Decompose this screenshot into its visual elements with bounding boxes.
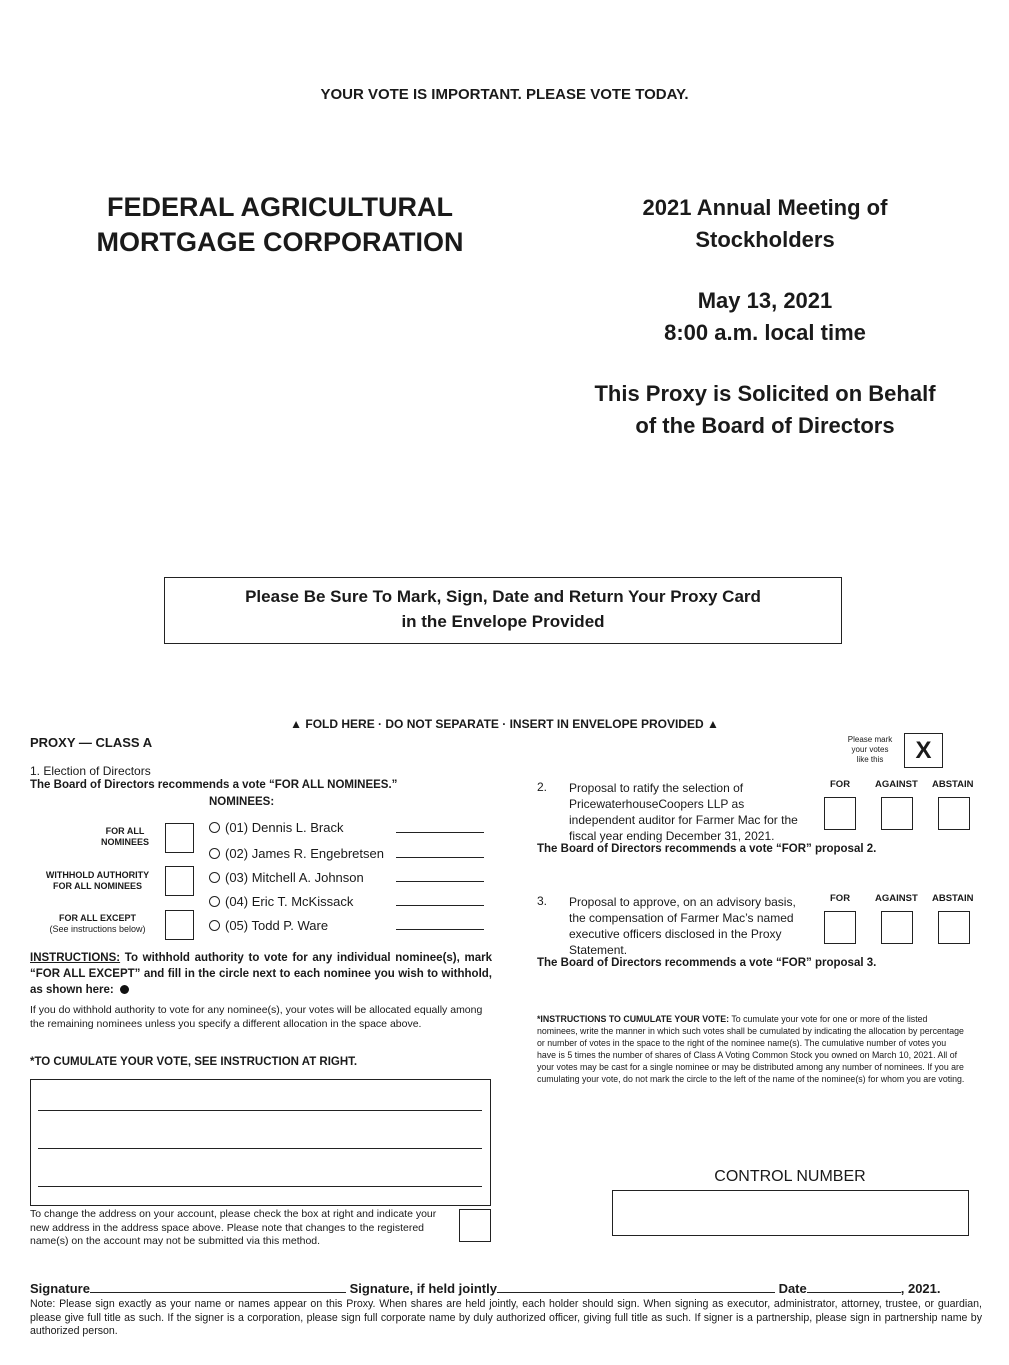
election-recommend: The Board of Directors recommends a vote “FOR ALL NOMINEES.” (30, 779, 398, 791)
for-all-label (85, 826, 165, 848)
for-all-label-line1: FOR ALL (105, 826, 145, 836)
p3-for-checkbox[interactable] (824, 911, 856, 944)
p2-abstain-header: ABSTAIN (932, 779, 974, 790)
nominee-circle-icon[interactable] (209, 920, 220, 931)
proposal-2-line4: fiscal year ending December 31, 2021. (569, 829, 775, 843)
for-all-label-line2: NOMINEES (100, 837, 149, 847)
fold-arrow-up-icon-right: ▲ (706, 717, 719, 731)
allocation-text: If you do withhold authority to vote for any nominee(s), your votes will be allocated equally among the remaining nominees unless you specify a different allocation in the space above. (30, 1004, 483, 1030)
proposal-3-number: 3. (537, 894, 548, 908)
signature-note: Note: Please sign exactly as your name or names appear on this Proxy. When shares are held jointly, each holder should sign. When signing as executor, administrator, attorney, trustee, or guardian, please give full title as such. If the signer is a corporation, please sign full corporate name by duly authorized officer, giving full title as such. If signer is a partnership, please sign in partnership name by authorized person. (30, 1298, 982, 1337)
nominee-name: (05) Todd P. Ware (225, 918, 329, 933)
proposal-3-line3: executive officers disclosed in the Proxy (569, 927, 782, 941)
fold-text: FOLD HERE · DO NOT SEPARATE · INSERT IN ENVELOPE PROVIDED (305, 717, 704, 731)
nominee-04[interactable] (209, 894, 353, 909)
cumulate-note: *TO CUMULATE YOUR VOTE, SEE INSTRUCTION AT RIGHT. (30, 1056, 358, 1068)
control-number-label: CONTROL NUMBER (714, 1168, 866, 1185)
p2-against-checkbox[interactable] (881, 797, 913, 830)
address-line-3[interactable] (38, 1186, 482, 1187)
company-name (60, 190, 500, 260)
fold-instruction (0, 717, 1009, 731)
p2-abstain-checkbox[interactable] (938, 797, 970, 830)
meeting-title-line2: Stockholders (695, 227, 835, 252)
mark-example-box: X (904, 733, 943, 768)
proposal-3-recommend: The Board of Directors recommends a vote “FOR” proposal 3. (537, 957, 877, 969)
date-year: , 2021. (900, 1281, 941, 1296)
withhold-label-line2: FOR ALL NOMINEES (52, 881, 142, 891)
except-label (30, 913, 165, 935)
nominee-name: (04) Eric T. McKissack (225, 894, 354, 909)
top-banner: YOUR VOTE IS IMPORTANT. PLEASE VOTE TODAY. (320, 86, 689, 103)
proposal-3-line2: the compensation of Farmer Mac’s named (569, 911, 794, 925)
control-number-box (612, 1190, 969, 1236)
signature-label: Signature (30, 1281, 90, 1296)
address-change-text: To change the address on your account, please check the box at right and indicate your new address in the address space above. Please note that changes to the registered name(s) on the account may not be submitted via this method. (30, 1208, 437, 1247)
instructions-label: INSTRUCTIONS: (30, 952, 121, 964)
nominee-02-allocation-line[interactable] (396, 857, 484, 858)
date-line[interactable] (807, 1292, 901, 1293)
filled-circle-icon (120, 985, 129, 994)
p2-against-header: AGAINST (875, 779, 918, 790)
cumulate-instructions (537, 1013, 967, 1085)
meeting-date: May 13, 2021 (697, 288, 833, 313)
meeting-title-line1: 2021 Annual Meeting of (642, 195, 888, 220)
solicit-line2: of the Board of Directors (635, 413, 895, 438)
mark-hint-line3: like this (856, 755, 884, 764)
reminder-box (164, 577, 842, 644)
address-change-checkbox[interactable] (459, 1209, 491, 1242)
nominee-name: (02) James R. Engebretsen (225, 846, 384, 861)
nominee-circle-icon[interactable] (209, 822, 220, 833)
except-label-line2: (See instructions below) (49, 924, 146, 934)
proposal-2-recommend: The Board of Directors recommends a vote “FOR” proposal 2. (537, 843, 877, 855)
date-label: Date (778, 1281, 807, 1296)
p3-against-checkbox[interactable] (881, 911, 913, 944)
nominees-label: NOMINEES: (209, 796, 275, 808)
nominee-05[interactable] (209, 918, 328, 933)
withhold-label-line1: WITHHOLD AUTHORITY (45, 870, 150, 880)
solicit-line1: This Proxy is Solicited on Behalf (594, 381, 936, 406)
proxy-title: PROXY — CLASS A (30, 735, 153, 750)
mark-hint-line1: Please mark (847, 735, 893, 744)
reminder-line2: in the Envelope Provided (401, 612, 605, 631)
proposal-2-line2: PricewaterhouseCoopers LLP as (569, 797, 745, 811)
p3-against-header: AGAINST (875, 893, 918, 904)
p3-for-header: FOR (830, 893, 851, 904)
nominee-04-allocation-line[interactable] (396, 905, 484, 906)
withhold-checkbox[interactable] (165, 866, 194, 896)
withhold-label (30, 870, 165, 892)
company-name-line1: FEDERAL AGRICULTURAL (107, 192, 453, 222)
nominee-circle-icon[interactable] (209, 896, 220, 907)
p2-for-checkbox[interactable] (824, 797, 856, 830)
cumulate-instructions-label: *INSTRUCTIONS TO CUMULATE YOUR VOTE: (537, 1014, 730, 1024)
proposal-2-line1: Proposal to ratify the selection of (569, 781, 744, 795)
nominee-name: (03) Mitchell A. Johnson (225, 870, 364, 885)
proposal-3-text (569, 894, 824, 958)
withhold-instructions (30, 950, 492, 998)
nominee-circle-icon[interactable] (209, 848, 220, 859)
except-label-line1: FOR ALL EXCEPT (58, 913, 136, 923)
p3-abstain-header: ABSTAIN (932, 893, 974, 904)
meeting-details (530, 192, 1000, 442)
proposal-3-line4: Statement. (569, 943, 628, 957)
proposal-2-text (569, 780, 824, 844)
nominee-circle-icon[interactable] (209, 872, 220, 883)
nominee-03[interactable] (209, 870, 364, 885)
proposal-3-line1: Proposal to approve, on an advisory basis, (569, 895, 796, 909)
for-all-checkbox[interactable] (165, 823, 194, 853)
nominee-03-allocation-line[interactable] (396, 881, 484, 882)
address-line-1[interactable] (38, 1110, 482, 1111)
nominee-05-allocation-line[interactable] (396, 929, 484, 930)
signature-line[interactable] (90, 1292, 346, 1293)
signature-row (30, 1281, 982, 1296)
p3-abstain-checkbox[interactable] (938, 911, 970, 944)
address-line-2[interactable] (38, 1148, 482, 1149)
company-name-line2: MORTGAGE CORPORATION (96, 227, 464, 257)
joint-signature-label: Signature, if held jointly (349, 1281, 497, 1296)
reminder-line1: Please Be Sure To Mark, Sign, Date and Return Your Proxy Card (245, 587, 761, 606)
nominee-01-allocation-line[interactable] (396, 832, 484, 833)
election-heading: 1. Election of Directors (30, 764, 151, 778)
cumulate-instructions-text: To cumulate your vote for one or more of the listed nominees, write the manner in which such votes shall be cumulated by indicating the allocation by percentage or number of votes in the space to the right of the nominee name(s). The cumulative number of votes you have is 5 times the number of shares of Class A Voting Common Stock you owned on March 10, 2021. All of your votes may be cast for a single nominee or may be distributed among any number of nominees. If you are cumulating your vote, do not mark the circle to the left of the name of the nominee(s) for whom you are voting. (537, 1014, 965, 1084)
mark-hint (835, 735, 905, 765)
nominee-name: (01) Dennis L. Brack (225, 820, 344, 835)
nominee-02[interactable] (209, 846, 384, 861)
except-checkbox[interactable] (165, 910, 194, 940)
mark-hint-line2: your votes (851, 745, 889, 754)
meeting-time: 8:00 a.m. local time (664, 320, 866, 345)
joint-signature-line[interactable] (497, 1292, 775, 1293)
fold-arrow-up-icon: ▲ (290, 717, 303, 731)
proposal-2-line3: independent auditor for Farmer Mac for the (569, 813, 798, 827)
nominee-01[interactable] (209, 820, 344, 835)
proposal-2-number: 2. (537, 780, 548, 794)
instructions-text: To withhold authority to vote for any individual nominee(s), mark “FOR ALL EXCEPT” and fill in the circle next to each nominee you wish to withhold, as shown here: (30, 952, 492, 996)
p2-for-header: FOR (830, 779, 851, 790)
